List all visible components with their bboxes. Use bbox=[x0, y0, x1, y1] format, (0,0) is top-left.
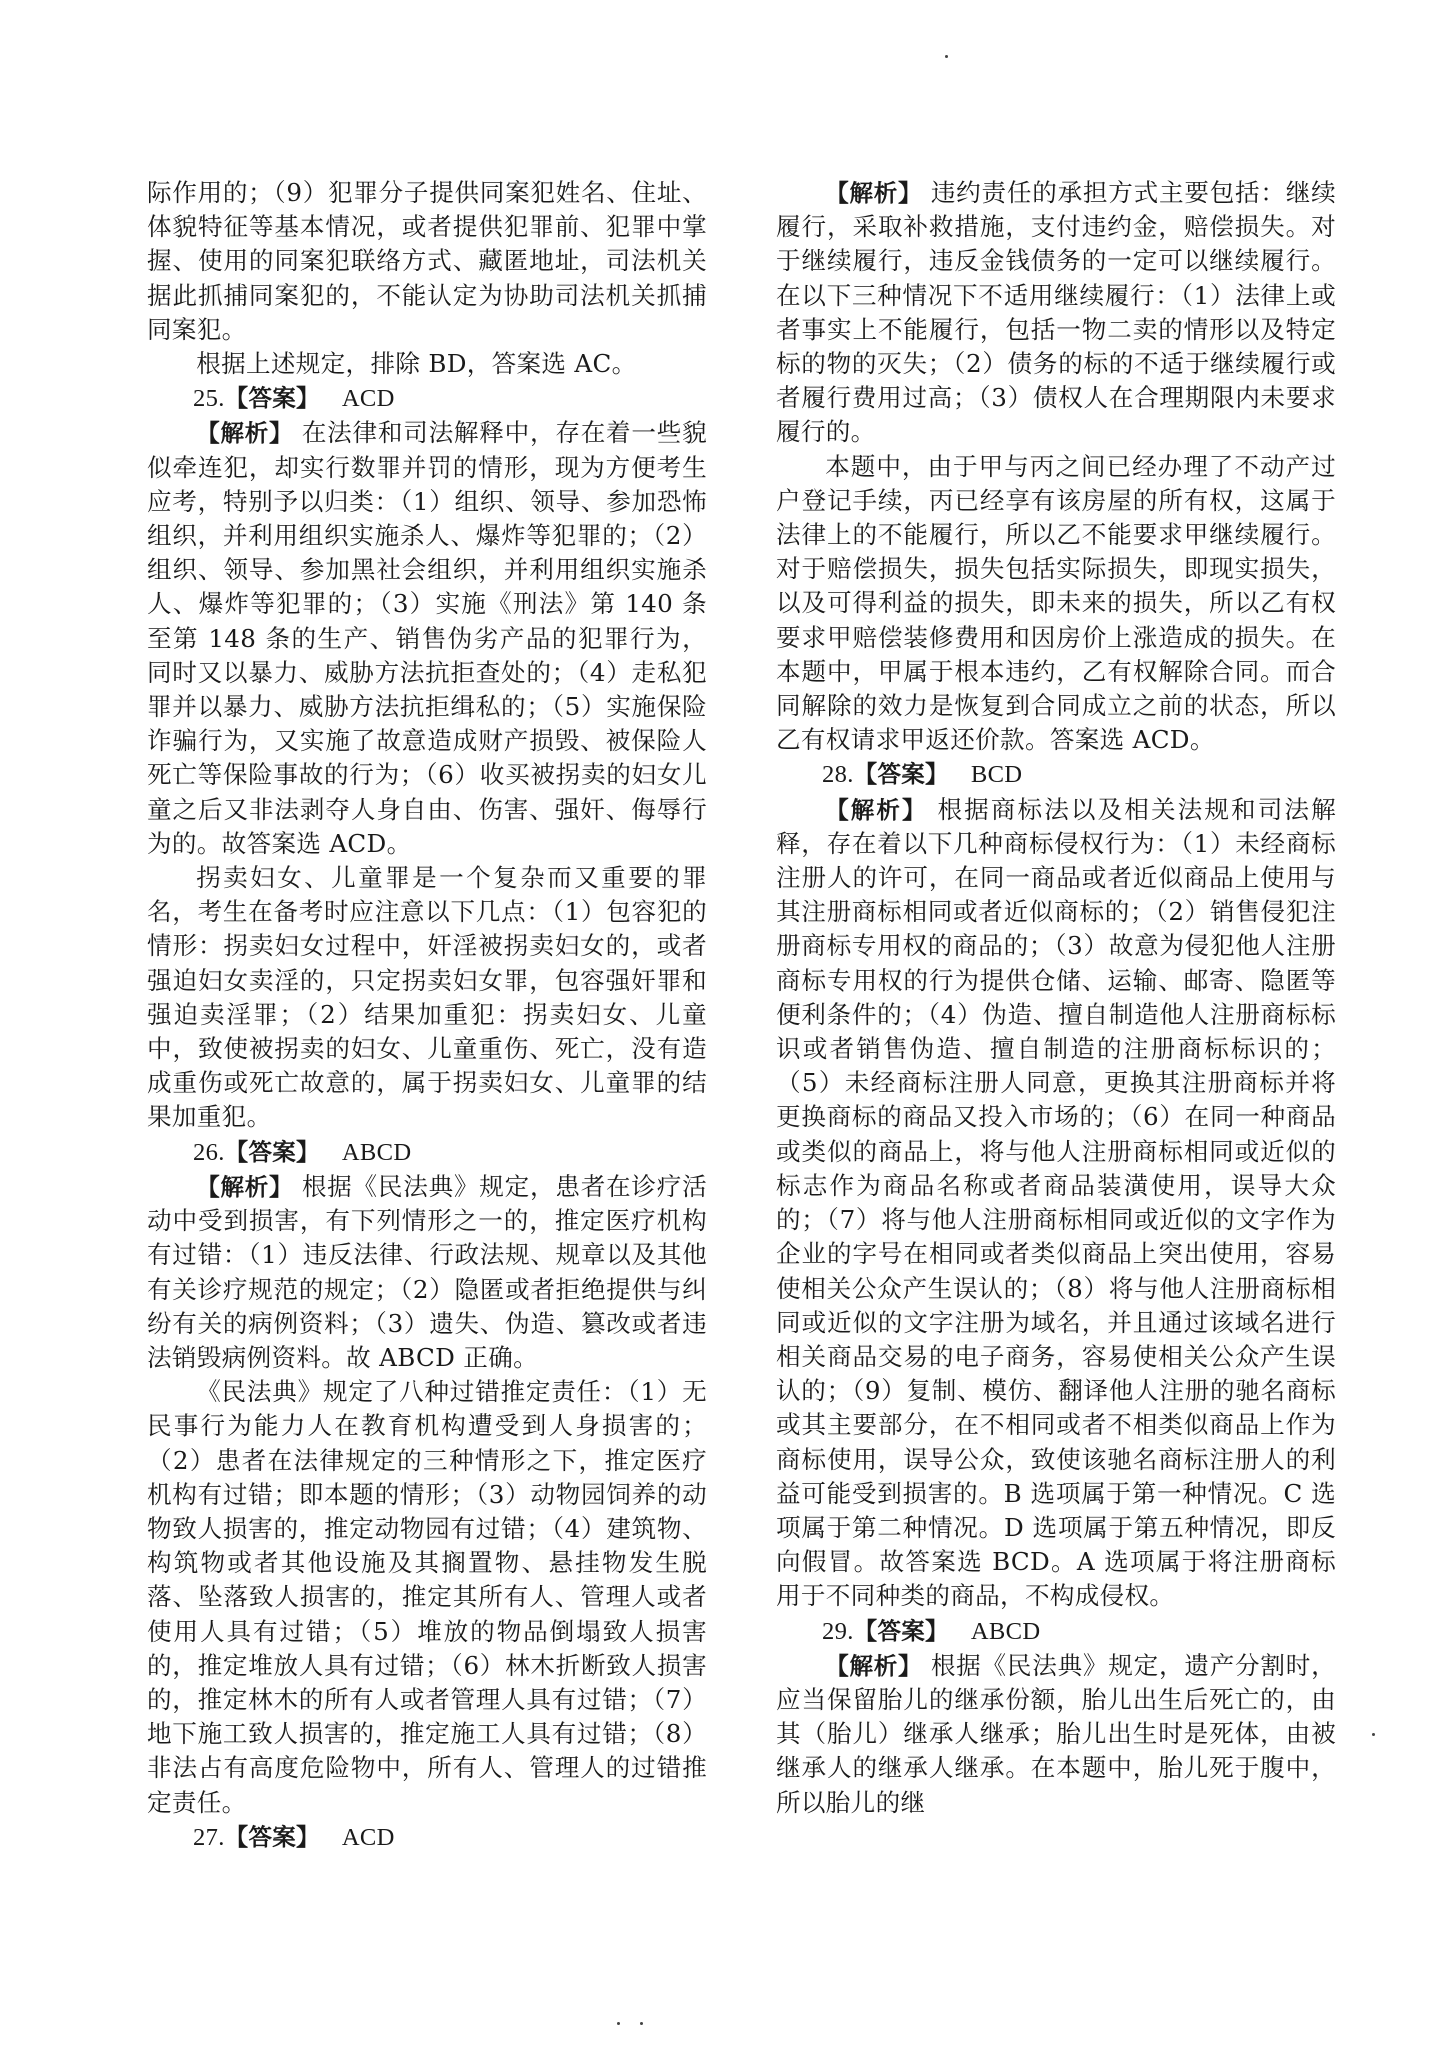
analysis-26 bbox=[147, 1170, 707, 1375]
speck-bottom-2 bbox=[640, 2022, 643, 2025]
answer-tag: 【答案】 bbox=[224, 1822, 320, 1851]
analysis-text: 违约责任的承担方式主要包括：继续履行，采取补救措施，支付违约金，赔偿损失。对于继续履行，违反金钱债务的一定可以继续履行。在以下三种情况下不适用继续履行：（1）法律上或者事实上不能履行，包括一物二卖的情形以及特定标的物的灭失；（2）债务的标的不适于继续履行或者履行费用过高；（3）债权人在合理期限内未要求履行的。 bbox=[776, 178, 1336, 447]
answer-line-29 bbox=[776, 1614, 1336, 1649]
answer-tag: 【答案】 bbox=[853, 1616, 949, 1645]
analysis-28 bbox=[776, 793, 1336, 1614]
answer-tag: 【答案】 bbox=[224, 1137, 320, 1166]
answer-line-27 bbox=[147, 1820, 707, 1855]
answer-line-26 bbox=[147, 1135, 707, 1170]
answer-value: ACD bbox=[341, 385, 395, 413]
question-number: 29. bbox=[822, 1617, 854, 1645]
analysis-tag: 【解析】 bbox=[825, 179, 923, 207]
answer-value: ABCD bbox=[341, 1138, 412, 1166]
question-number: 27. bbox=[193, 1823, 225, 1851]
analysis-tag: 【解析】 bbox=[196, 1172, 294, 1201]
right-column bbox=[776, 176, 1336, 1820]
analysis-29 bbox=[776, 1649, 1336, 1820]
paragraph: 际作用的；（9）犯罪分子提供同案犯姓名、住址、体貌特征等基本情况，或者提供犯罪前、犯罪中掌握、使用的同案犯联络方式、藏匿地址，司法机关据此抓捕同案犯的，不能认定为协助司法机关抓捕同案犯。 bbox=[147, 178, 707, 344]
left-column bbox=[147, 176, 707, 1855]
answer-tag: 【答案】 bbox=[224, 384, 320, 413]
analysis-tag: 【解析】 bbox=[825, 795, 928, 824]
speck-bottom-1 bbox=[617, 2022, 620, 2025]
paragraph: 《民法典》规定了八种过错推定责任：（1）无民事行为能力人在教育机构遭受到人身损害的；（2）患者在法律规定的三种情形之下，推定医疗机构有过错；即本题的情形；（3）动物园饲养的动物致人损害的，推定动物园有过错；（4）建筑物、构筑物或者其他设施及其搁置物、悬挂物发生脱落、坠落致人损害的，推定其所有人、管理人或者使用人具有过错；（5）堆放的物品倒塌致人损害的，推定堆放人具有过错；（6）林木折断致人损害的，推定林木的所有人或者管理人具有过错；（7）地下施工致人损害的，推定施工人具有过错；（8）非法占有高度危险物中，所有人、管理人的过错推定责任。 bbox=[147, 1377, 707, 1817]
speck-top bbox=[945, 55, 948, 58]
answer-value: ABCD bbox=[970, 1617, 1041, 1645]
analysis-tag: 【解析】 bbox=[825, 1651, 923, 1680]
answer-tag: 【答案】 bbox=[853, 760, 949, 789]
answer-line-28 bbox=[776, 757, 1336, 792]
speck-right bbox=[1372, 1733, 1375, 1736]
paragraph: 根据上述规定，排除 BD，答案选 AC。 bbox=[196, 349, 637, 379]
analysis-text: 根据商标法以及相关法规和司法解释，存在着以下几种商标侵权行为：（1）未经商标注册人的许可，在同一商品或者近似商品上使用与其注册商标相同或者近似商标的；（2）销售侵犯注册商标专用权的商品的；（3）故意为侵犯他人注册商标专用权的行为提供仓储、运输、邮寄、隐匿等便利条件的；（4）伪造、擅自制造他人注册商标标识或者销售伪造、擅自制造的注册商标标识的；（5）未经商标注册人同意，更换其注册商标并将更换商标的商品又投入市场的；（6）在同一种商品或类似的商品上，将与他人注册商标相同或近似的标志作为商品名称或者商品装潢使用，误导大众的；（7）将与他人注册商标相同或近似的文字作为企业的字号在相同或者类似商品上突出使用，容易使相关公众产生误认的；（8）将与他人注册商标相同或近似的文字注册为域名，并且通过该域名进行相关商品交易的电子商务，容易使相关公众产生误认的；（9）复制、模仿、翻译他人注册的驰名商标或其主要部分，在不相同或者不相类似商品上作为商标使用，误导公众，致使该驰名商标注册人的利益可能受到损害的。B 选项属于第一种情况。C 选项属于第二种情况。D 选项属于第五种情况，即反向假冒。故答案选 BCD。A 选项属于将注册商标用于不同种类的商品，不构成侵权。 bbox=[776, 794, 1336, 1611]
question-number: 26. bbox=[193, 1138, 225, 1166]
answer-line-25 bbox=[147, 381, 707, 416]
question-number: 28. bbox=[822, 761, 854, 789]
analysis-text: 根据《民法典》规定，患者在诊疗活动中受到损害，有下列情形之一的，推定医疗机构有过错：（1）违反法律、行政法规、规章以及其他有关诊疗规范的规定；（2）隐匿或者拒绝提供与纠纷有关的病例资料；（3）遗失、伪造、篡改或者违法销毁病例资料。故 ABCD 正确。 bbox=[147, 1171, 707, 1372]
analysis-tag: 【解析】 bbox=[196, 419, 294, 448]
analysis-text: 根据《民法典》规定，遗产分割时，应当保留胎儿的继承份额，胎儿出生后死亡的，由其（胎儿）继承人继承；胎儿出生时是死体，由被继承人的继承人继承。在本题中，胎儿死于腹中，所以胎儿的继 bbox=[776, 1650, 1336, 1817]
analysis-text: 在法律和司法解释中，存在着一些貌似牵连犯，却实行数罪并罚的情形，现为方便考生应考，特别予以归类：（1）组织、领导、参加恐怖组织，并利用组织实施杀人、爆炸等犯罪的；（2）组织、领导、参加黑社会组织，并利用组织实施杀人、爆炸等犯罪的；（3）实施《刑法》第 140 条至第 148 条的生产、销售伪劣产品的犯罪行为，同时又以暴力、威胁方法抗拒查处的；（4）走私犯罪并以暴力、威胁方法抗拒缉私的；（5）实施保险诈骗行为，又实施了故意造成财产损毁、被保险人死亡等保险事故的行为；（6）收买被拐卖的妇女儿童之后又非法剥夺人身自由、伤害、强奸、侮辱行为的。故答案选 ACD。 bbox=[147, 418, 707, 858]
answer-value: ACD bbox=[341, 1823, 395, 1851]
question-number: 25. bbox=[193, 385, 225, 413]
analysis-25 bbox=[147, 416, 707, 861]
analysis-27 bbox=[776, 176, 1336, 450]
paragraph: 本题中，由于甲与丙之间已经办理了不动产过户登记手续，丙已经享有该房屋的所有权，这属于法律上的不能履行，所以乙不能要求甲继续履行。对于赔偿损失，损失包括实际损失，即现实损失，以及可得利益的损失，即未来的损失，所以乙有权要求甲赔偿装修费用和因房价上涨造成的损失。在本题中，甲属于根本违约，乙有权解除合同。而合同解除的效力是恢复到合同成立之前的状态，所以乙有权请求甲返还价款。答案选 ACD。 bbox=[776, 451, 1336, 755]
paragraph: 拐卖妇女、儿童罪是一个复杂而又重要的罪名，考生在备考时应注意以下几点：（1）包容犯的情形：拐卖妇女过程中，奸淫被拐卖妇女的，或者强迫妇女卖淫的，只定拐卖妇女罪，包容强奸罪和强迫卖淫罪；（2）结果加重犯：拐卖妇女、儿童中，致使被拐卖的妇女、儿童重伤、死亡，没有造成重伤或死亡故意的，属于拐卖妇女、儿童罪的结果加重犯。 bbox=[147, 863, 707, 1132]
answer-value: BCD bbox=[970, 761, 1023, 789]
